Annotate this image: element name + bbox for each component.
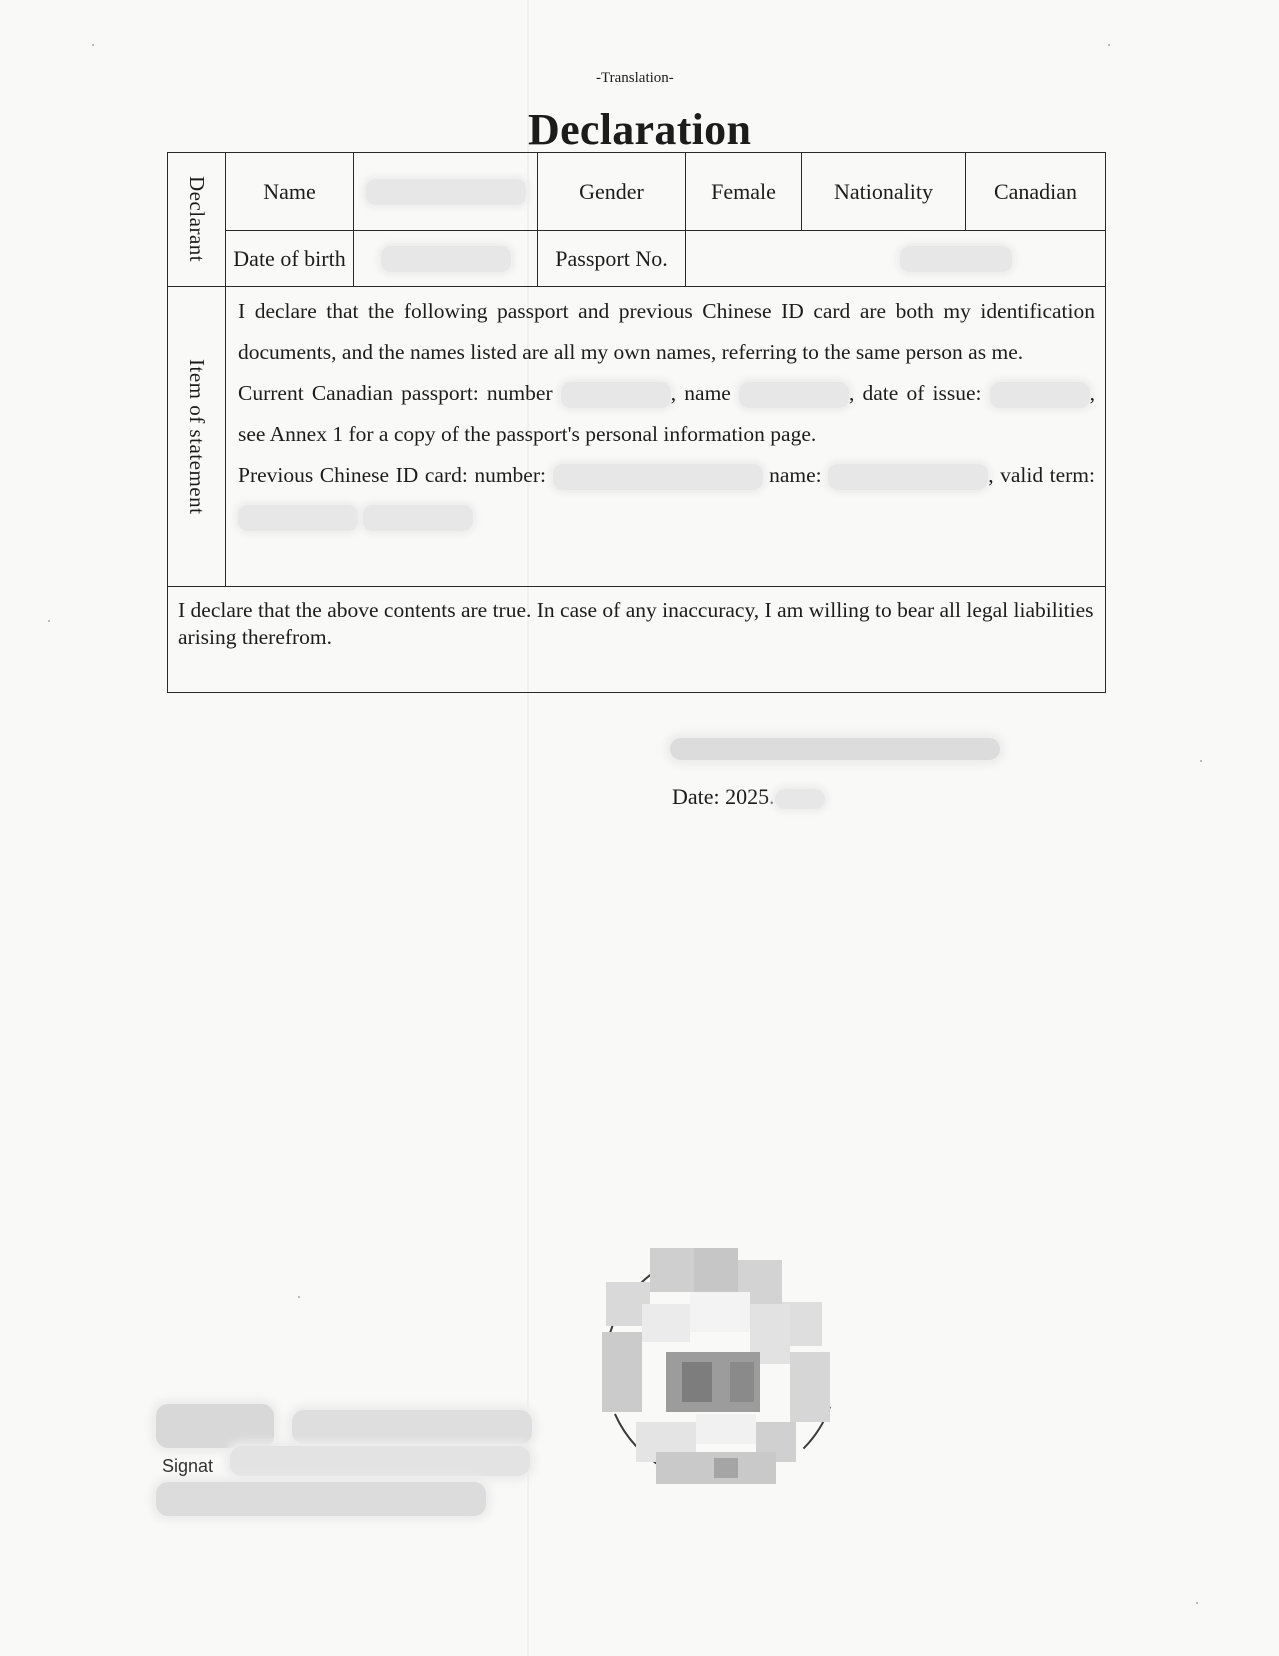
speck [92, 44, 94, 46]
speck [298, 1296, 300, 1298]
redaction-blur [900, 246, 1012, 272]
redaction-blur [381, 246, 511, 272]
id-card-number-label: Previous Chinese ID card: number: [238, 463, 546, 487]
redaction-blur [561, 382, 671, 408]
passport-no-label: Passport No. [538, 231, 686, 287]
signature-redaction [670, 738, 1000, 760]
translation-label: -Translation- [596, 70, 674, 86]
passport-name-label: , name [670, 381, 731, 405]
table-row [168, 587, 1106, 693]
passport-statement [238, 373, 1095, 455]
gender-label: Gender [538, 153, 686, 231]
declaration-table [167, 152, 1106, 693]
speck [1200, 760, 1202, 762]
dob-label: Date of birth [226, 231, 354, 287]
redaction-blur [238, 505, 358, 531]
passport-number-label: Current Canadian passport: number [238, 381, 553, 405]
redaction-blur [775, 789, 825, 809]
nationality-label: Nationality [802, 153, 966, 231]
table-row [168, 287, 1106, 587]
speck [48, 620, 50, 622]
declarant-header: Declarant [168, 153, 226, 287]
passport-no-value-redacted [686, 231, 1106, 287]
statement-paragraph: I declare that the following passport and previous Chinese ID card are both my identification documents, and the names listed are all my own names, referring to the same person as me. [238, 299, 1095, 364]
signature-label: Signat [162, 1456, 214, 1476]
redaction-blur [553, 464, 763, 490]
id-card-statement [238, 455, 1095, 537]
signature-redaction [230, 1446, 530, 1476]
speck [1196, 1602, 1198, 1604]
document-title: Declaration [528, 105, 752, 154]
gender-value: Female [686, 153, 802, 231]
redaction-blur [363, 505, 473, 531]
official-seal-redacted [596, 1242, 846, 1492]
statement-cell [226, 287, 1106, 587]
redaction-blur [366, 179, 526, 205]
signature-redaction [156, 1404, 274, 1448]
passport-issue-label: , date of issue: [849, 381, 982, 405]
statement-header: Item of statement [168, 287, 226, 587]
table-row [168, 153, 1106, 231]
nationality-value: Canadian [966, 153, 1106, 231]
table-row [168, 231, 1106, 287]
redaction-blur [828, 464, 988, 490]
dob-value-redacted [354, 231, 538, 287]
signature-redaction [156, 1482, 486, 1516]
passport-annex-text: , see Annex 1 for a copy of the passport's personal information page. [238, 381, 1096, 446]
name-value-redacted [354, 153, 538, 231]
signature-redaction [292, 1410, 532, 1444]
redaction-blur [739, 382, 849, 408]
redaction-blur [990, 382, 1090, 408]
confirmation-text: I declare that the above contents are true. In case of any inaccuracy, I am willing to bear all legal liabilities arising therefrom. [168, 587, 1106, 693]
date-label: Date: 2025. [672, 784, 775, 809]
name-label: Name [226, 153, 354, 231]
id-card-valid-label: , valid term: [988, 463, 1096, 487]
speck [1108, 44, 1110, 46]
id-card-name-label: name: [769, 463, 822, 487]
date-line [672, 784, 825, 810]
